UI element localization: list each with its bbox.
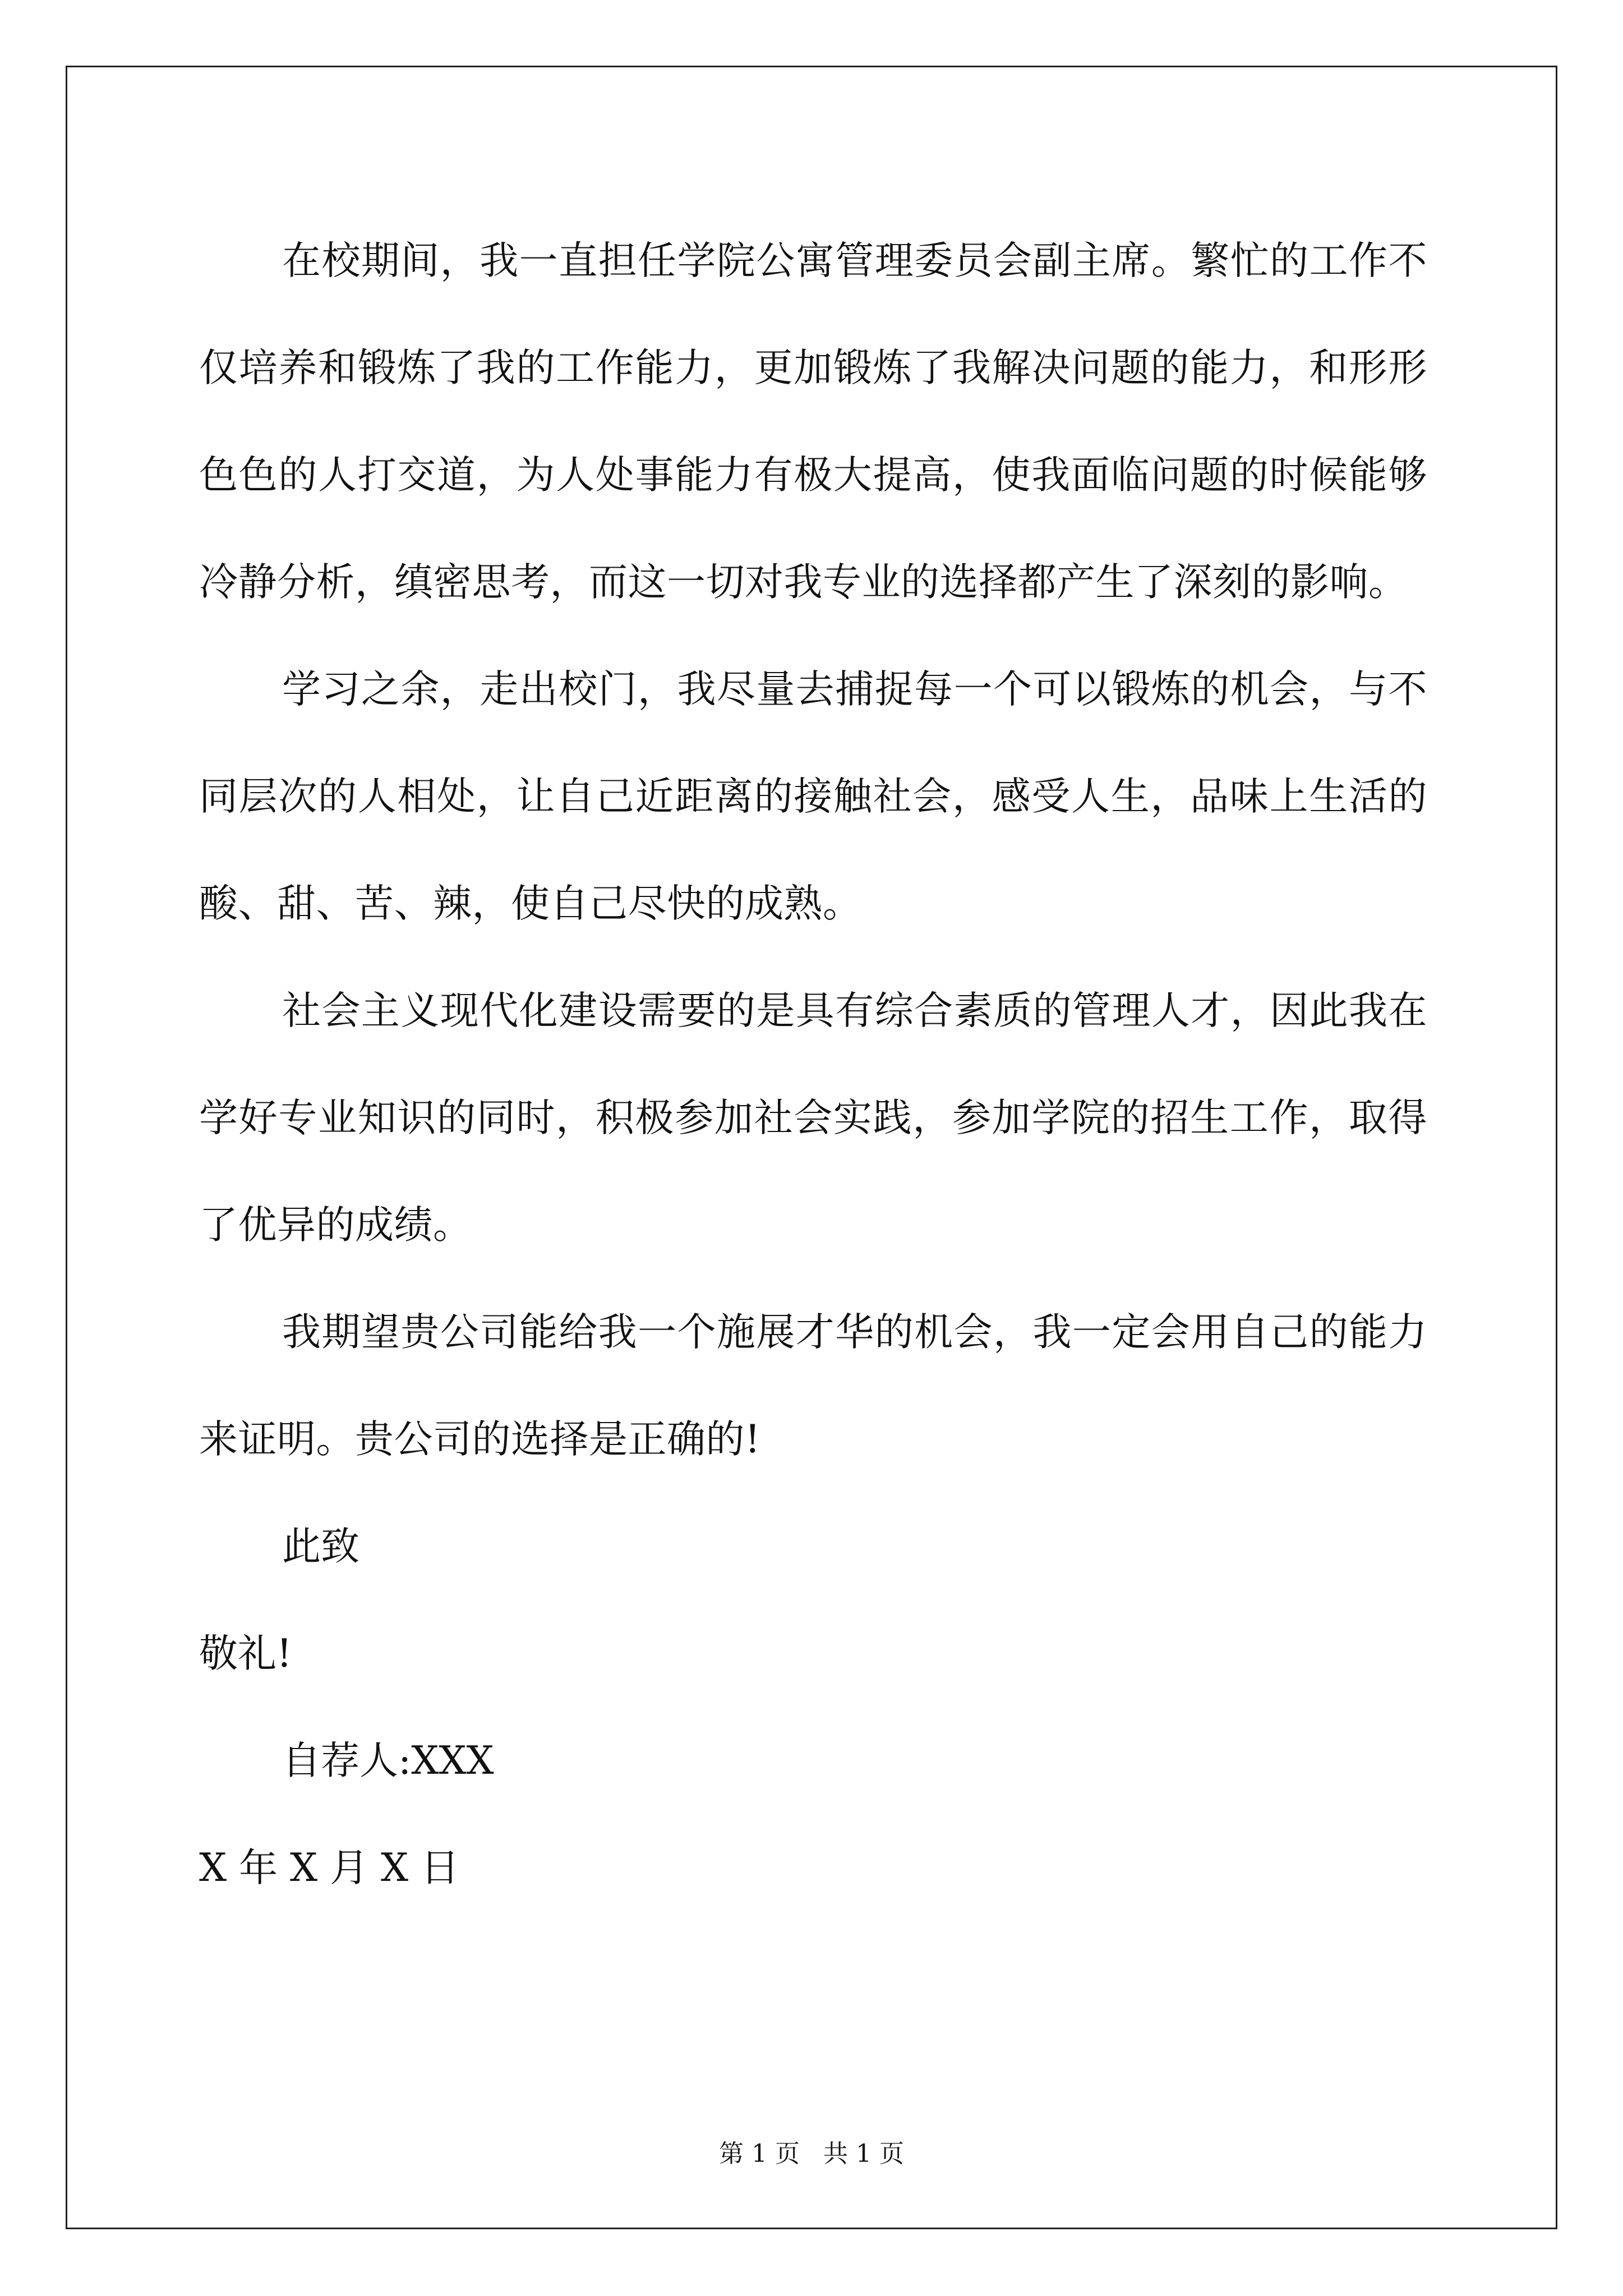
page-number: 第 1 页 共 1 页 <box>719 2139 904 2168</box>
date-text: X 年 X 月 X 日 <box>199 1846 460 1890</box>
closing-text: 此致 <box>282 1524 359 1569</box>
page-footer <box>0 2137 1623 2171</box>
paragraph-qualifications: 社会主义现代化建设需要的是具有综合素质的管理人才，因此我在学好专业知识的同时，积极参加社会实践，参加学院的招生工作，取得了优异的成绩。 <box>199 988 1427 1248</box>
salute-text: 敬礼! <box>199 1631 292 1676</box>
paragraph-campus-role: 在校期间，我一直担任学院公寓管理委员会副主席。繁忙的工作不仅培养和锻炼了我的工作能力，更加锻炼了我解决问题的能力，和形形色色的人打交道，为人处事能力有极大提高，使我面临问题的时候能够冷静分析，缜密思考，而这一切对我专业的选择都产生了深刻的影响。 <box>199 238 1427 605</box>
letter-body <box>199 208 1427 1922</box>
paragraph-request: 我期望贵公司能给我一个施展才华的机会，我一定会用自己的能力来证明。贵公司的选择是正确的! <box>199 1310 1427 1462</box>
signature-text: 自荐人:XXX <box>282 1738 494 1783</box>
paragraph-social-practice: 学习之余，走出校门，我尽量去捕捉每一个可以锻炼的机会，与不同层次的人相处，让自己近距离的接触社会，感受人生，品味上生活的酸、甜、苦、辣，使自己尽快的成熟。 <box>199 667 1427 926</box>
